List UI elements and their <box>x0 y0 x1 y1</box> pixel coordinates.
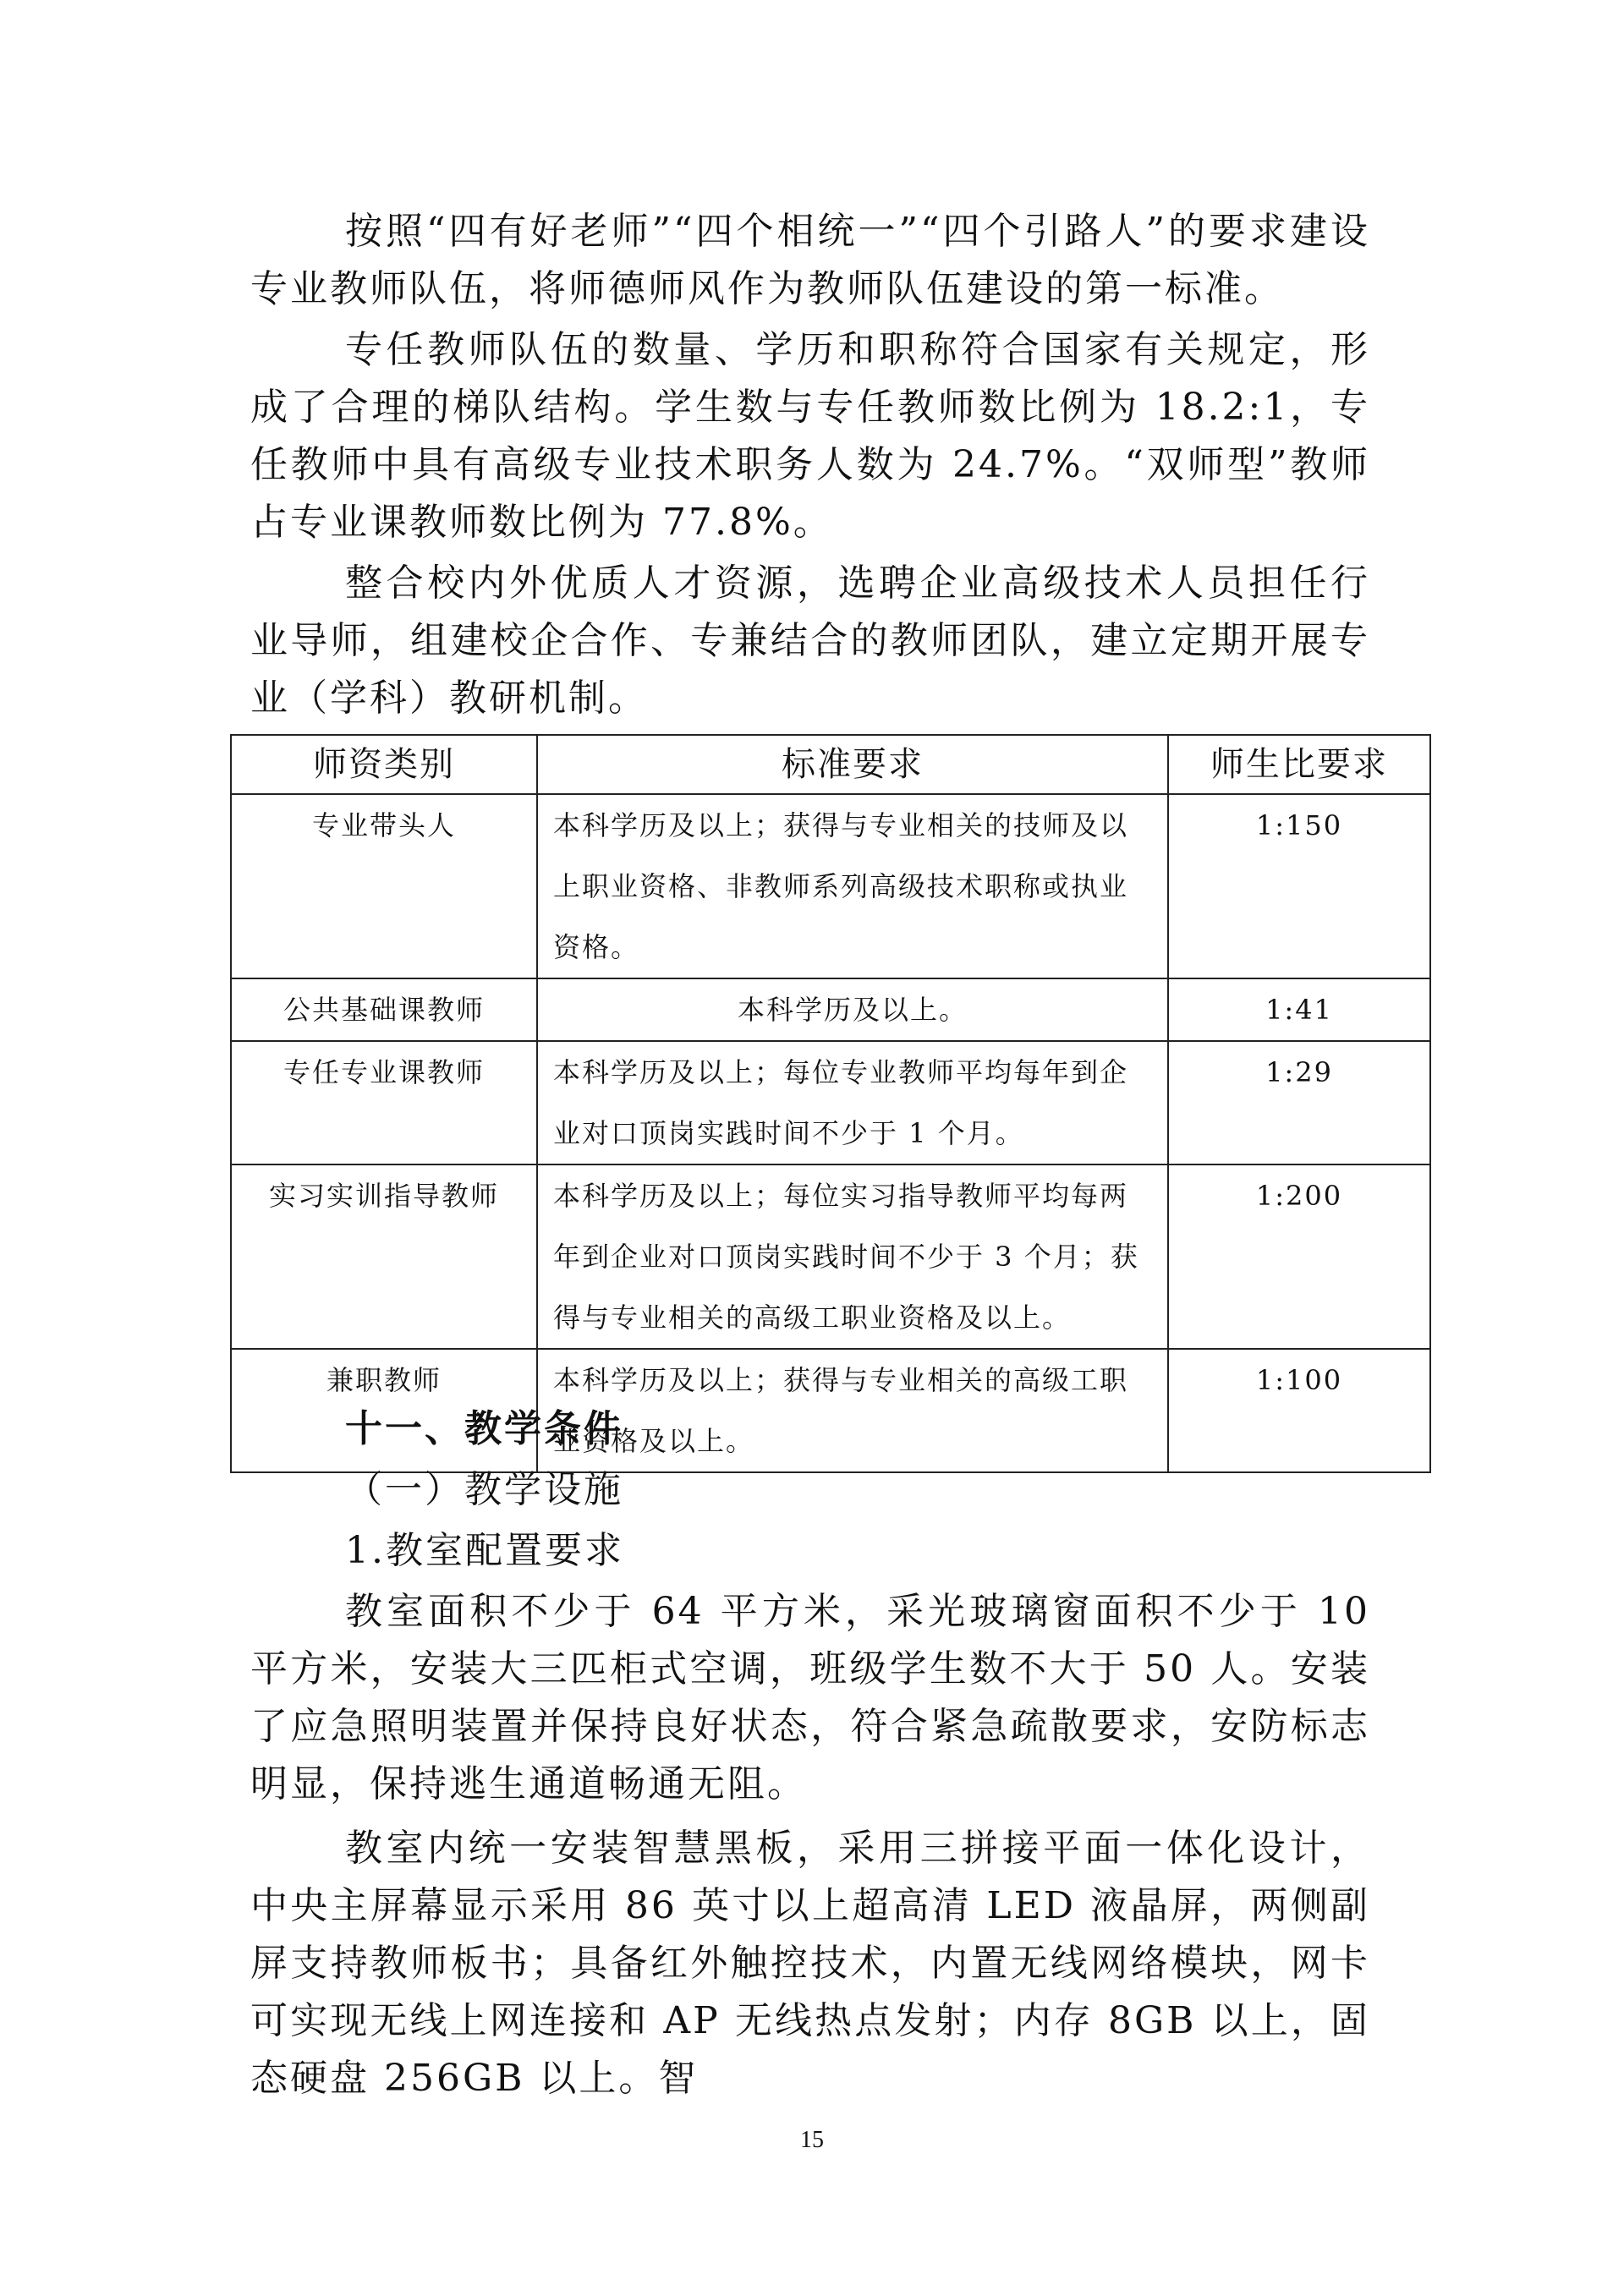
subsection-title: （一）教学设施 <box>345 1468 623 1511</box>
table-row <box>231 794 1430 978</box>
requirement-cell: 本科学历及以上；获得与专业相关的高级工职业资格及以上。 <box>537 1349 1168 1472</box>
ratio-cell: 1:29 <box>1168 1041 1430 1164</box>
ratio-cell: 1:200 <box>1168 1164 1430 1349</box>
header-requirement: 标准要求 <box>537 735 1168 794</box>
requirement-cell: 本科学历及以上。 <box>537 978 1168 1041</box>
paragraph-team-building: 整合校内外优质人才资源，选聘企业高级技术人员担任行业导师，组建校企合作、专兼结合的教师团队，建立定期开展专业（学科）教研机制。 <box>250 562 1370 720</box>
ratio-cell: 1:150 <box>1168 794 1430 978</box>
table-row <box>231 1041 1430 1164</box>
faculty-requirements-table <box>230 734 1431 1473</box>
category-cell: 专任专业课教师 <box>231 1041 537 1164</box>
table-row <box>231 1164 1430 1349</box>
header-category: 师资类别 <box>231 735 537 794</box>
category-cell: 兼职教师 <box>231 1349 537 1472</box>
header-ratio: 师生比要求 <box>1168 735 1430 794</box>
category-cell: 公共基础课教师 <box>231 978 537 1041</box>
table-header-row <box>231 735 1430 794</box>
category-cell: 专业带头人 <box>231 794 537 978</box>
requirement-cell: 本科学历及以上；每位专业教师平均每年到企业对口顶岗实践时间不少于 1 个月。 <box>537 1041 1168 1164</box>
section-title: 十一、教学条件 <box>345 1407 623 1450</box>
paragraph-faculty-structure: 专任教师队伍的数量、学历和职称符合国家有关规定，形成了合理的梯队结构。学生数与专任教师数比例为 18.2:1，专任教师中具有高级专业技术职务人数为 24.7%。“双师型”教师占专业课教师数比例为 77.8%。 <box>250 328 1370 544</box>
requirement-cell: 本科学历及以上；获得与专业相关的技师及以上职业资格、非教师系列高级技术职称或执业资格。 <box>537 794 1168 978</box>
ratio-cell: 1:100 <box>1168 1349 1430 1472</box>
table-row <box>231 978 1430 1041</box>
paragraph-smart-blackboard: 教室内统一安装智慧黑板，采用三拼接平面一体化设计，中央主屏幕显示采用 86 英寸以上超高清 LED 液晶屏，两侧副屏支持教师板书；具备红外触控技术，内置无线网络模块，网卡可实现无线上网连接和 AP 无线热点发射；内存 8GB 以上，固态硬盘 256GB 以上。智 <box>250 1827 1370 2100</box>
item-title: 1.教室配置要求 <box>345 1529 624 1572</box>
ratio-cell: 1:41 <box>1168 978 1430 1041</box>
requirement-cell: 本科学历及以上；每位实习指导教师平均每两年到企业对口顶岗实践时间不少于 3 个月；获得与专业相关的高级工职业资格及以上。 <box>537 1164 1168 1349</box>
page-number: 15 <box>800 2127 824 2153</box>
paragraph-classroom-requirements: 教室面积不少于 64 平方米，采光玻璃窗面积不少于 10 平方米，安装大三匹柜式空调，班级学生数不大于 50 人。安装了应急照明装置并保持良好状态，符合紧急疏散要求，安防标志明显，保持逃生通道畅通无阻。 <box>250 1590 1370 1806</box>
category-cell: 实习实训指导教师 <box>231 1164 537 1349</box>
paragraph-teacher-ethics: 按照“四有好老师”“四个相统一”“四个引路人”的要求建设专业教师队伍，将师德师风作为教师队伍建设的第一标准。 <box>250 210 1370 310</box>
